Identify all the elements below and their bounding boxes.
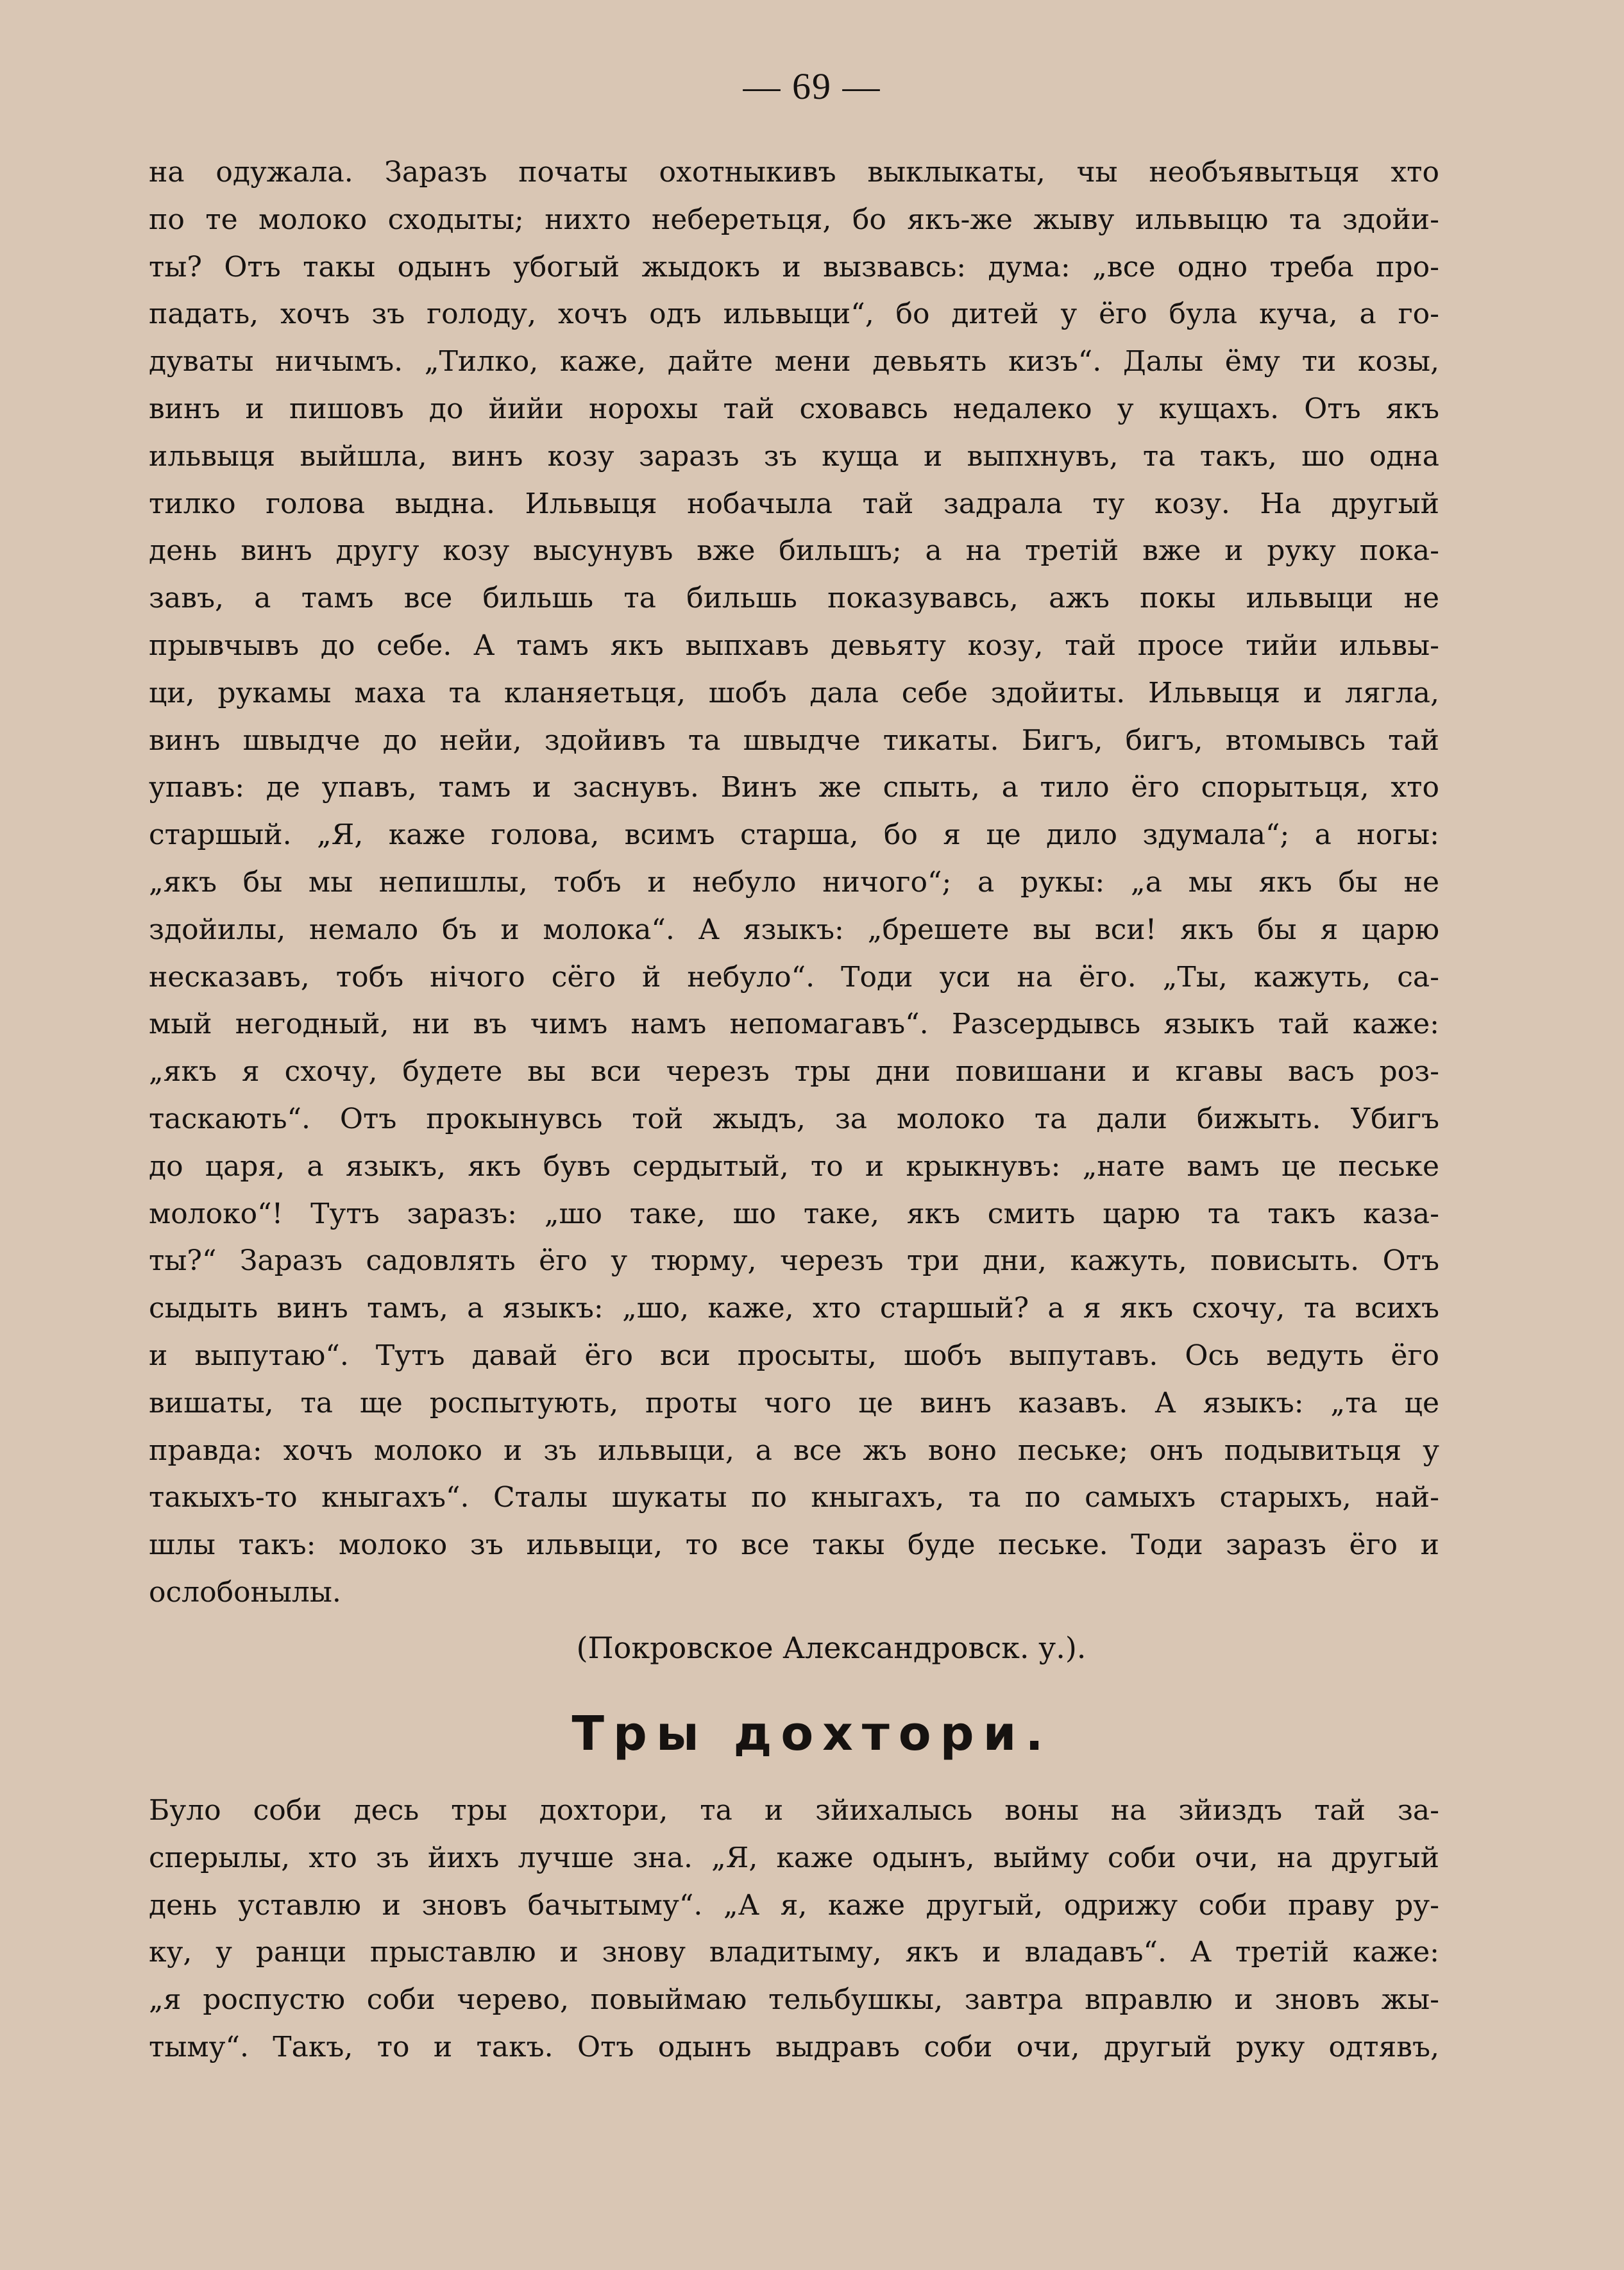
text-line: по те молоко сходыты; нихто неберетьця, бо якъ-же жыву ильвыцю та здойи- [149, 203, 1439, 236]
text-line: ци, рукамы маха та кланяетьця, шобъ дала себе здойиты. Ильвыця и лягла, [149, 676, 1439, 709]
source-attribution: (Покровское Александровск. у.). [576, 1631, 1087, 1665]
text-line: Було соби десь тры дохтори, та и зйихалысь воны на зйиздъ тай за- [149, 1794, 1439, 1827]
text-line: падать, хочъ зъ голоду, хочъ одъ ильвыци“, бо дитей у ёго була куча, а го- [149, 298, 1439, 331]
text-line: день винъ другу козу высунувъ вже бильшъ; а на третій вже и руку пока- [149, 534, 1439, 568]
text-line: здойилы, немало бъ и молока“. А языкъ: „брешете вы вси! якъ бы я царю [149, 913, 1439, 946]
text-line: завъ, а тамъ все бильшь та бильшь показувавсь, ажъ покы ильвыци не [149, 582, 1439, 615]
text-line: на одужала. Заразъ початы охотныкивъ выклыкаты, чы необъявытьця хто [149, 156, 1439, 189]
text-line: до царя, а языкъ, якъ бувъ сердытый, то и крыкнувъ: „нате вамъ це пеське [149, 1149, 1439, 1183]
text-line: тилко голова выдна. Ильвыця нобачыла тай задрала ту козу. На другый [149, 487, 1439, 520]
story-title: Тры дохтори. [571, 1706, 1053, 1761]
text-line: шлы такъ: молоко зъ ильвыци, то все такы буде пеське. Тоди заразъ ёго и [149, 1529, 1439, 1562]
text-line: ильвыця выйшла, винъ козу заразъ зъ куща и выпхнувъ, та такъ, шо одна [149, 439, 1439, 473]
text-line: такыхъ-то кныгахъ“. Сталы шукаты по кныгахъ, та по самыхъ старыхъ, най- [149, 1481, 1439, 1514]
text-line: „якъ я схочу, будете вы вси черезъ тры дни повишани и кгавы васъ роз- [149, 1055, 1439, 1088]
text-line: вишаты, та ще роспытують, проты чого це винъ казавъ. А языкъ: „та це [149, 1386, 1439, 1419]
text-line: винъ швыдче до нейи, здойивъ та швыдче тикаты. Бигъ, бигъ, втомывсь тай [149, 724, 1439, 757]
text-line: винъ и пишовъ до йийи норохы тай сховавсь недалеко у кущахъ. Отъ якъ [149, 393, 1439, 425]
text-line: ку, у ранци прыставлю и знову владитыму, якъ и владавъ“. А третій каже: [149, 1936, 1439, 1969]
text-line: день уставлю и зновъ бачытыму“. „А я, каже другый, одрижу соби праву ру- [149, 1888, 1439, 1922]
text-line: мый негодный, ни въ чимъ намъ непомагавъ“. Разсердывсь языкъ тай каже: [149, 1008, 1439, 1041]
text-line: молоко“! Тутъ заразъ: „шо таке, шо таке, якъ смить царю та такъ каза- [149, 1197, 1439, 1230]
text-line: тыму“. Такъ, то и такъ. Отъ одынъ выдравъ соби очи, другый руку одтявъ, [149, 2031, 1439, 2063]
text-line: несказавъ, тобъ нічого сёго й небуло“. Тоди уси на ёго. „Ты, кажуть, са- [149, 960, 1439, 994]
text-line: ослобонылы. [149, 1576, 341, 1609]
text-line: упавъ: де упавъ, тамъ и заснувъ. Винъ же спыть, а тило ёго спорытьця, хто [149, 771, 1439, 804]
text-line: ты?“ Заразъ садовлять ёго у тюрму, черезъ три дни, кажуть, повисыть. Отъ [149, 1244, 1439, 1278]
text-line: правда: хочъ молоко и зъ ильвыци, а все жъ воно пеське; онъ подывитьця у [149, 1434, 1439, 1467]
text-line: дуваты ничымъ. „Тилко, каже, дайте мени девьять кизъ“. Далы ёму ти козы, [149, 345, 1439, 378]
text-line: таскають“. Отъ прокынувсь той жыдъ, за молоко та дали бижыть. Убигъ [149, 1103, 1439, 1135]
text-line: старшый. „Я, каже голова, всимъ старша, бо я це дило здумала“; а ногы: [149, 818, 1439, 852]
text-line: „я роспустю соби черево, повыймаю тельбушкы, завтра вправлю и зновъ жы- [149, 1983, 1439, 2017]
text-line: сперылы, хто зъ йихъ лучше зна. „Я, каже одынъ, выйму соби очи, на другый [149, 1841, 1439, 1874]
text-line: прывчывъ до себе. А тамъ якъ выпхавъ девьяту козу, тай просе тийи ильвы- [149, 629, 1439, 662]
text-line: ты? Отъ такы одынъ убогый жыдокъ и вызвавсь: дума: „все одно треба про- [149, 250, 1439, 284]
text-line: сыдыть винъ тамъ, а языкъ: „шо, каже, хто старшый? а я якъ схочу, та всихъ [149, 1292, 1439, 1325]
text-line: и выпутаю“. Тутъ давай ёго вси просыты, шобъ выпутавъ. Ось ведуть ёго [149, 1339, 1439, 1372]
text-line: „якъ бы мы непишлы, тобъ и небуло ничого“; а рукы: „а мы якъ бы не [149, 866, 1439, 899]
page-number: — 69 — [743, 65, 881, 107]
